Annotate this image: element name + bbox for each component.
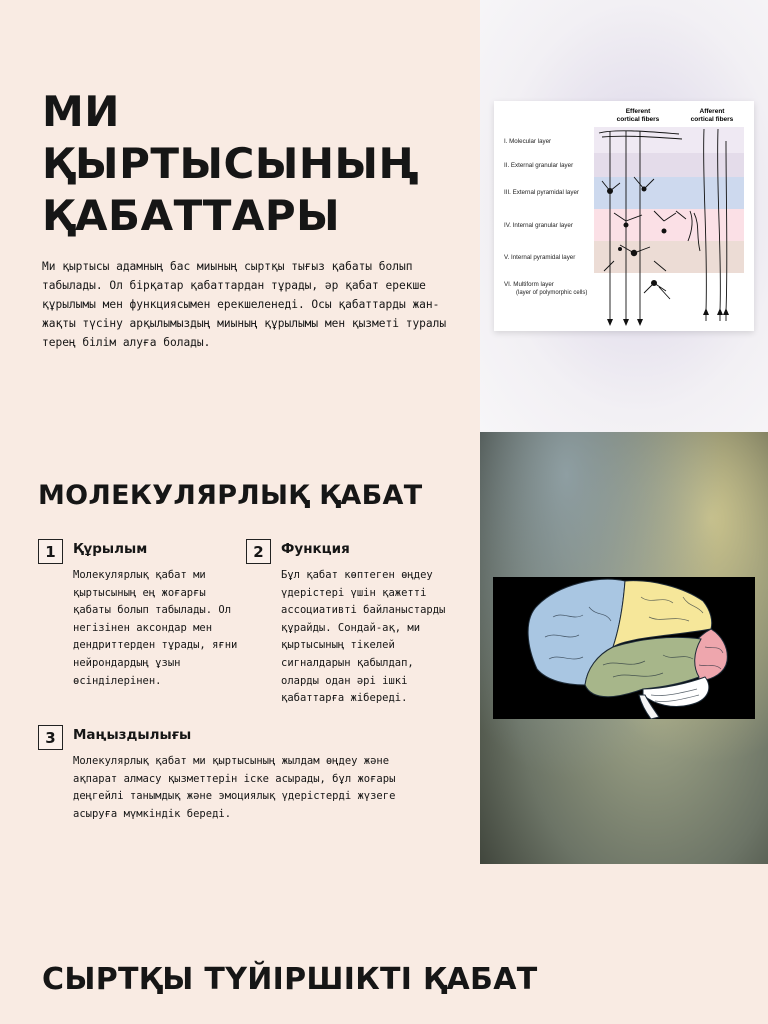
info-item-importance (38, 725, 458, 835)
cortex-layers-figure (494, 101, 754, 331)
parietal-lobe (613, 581, 712, 647)
item-text: Молекулярлық қабат ми қыртысының ең жоғарғы қабаты болып табылады. Ол негізінен аксондар мен дендриттерден тұрады, яғни нейрондардың ұзын өсінділерінен. (73, 569, 238, 687)
layer-label-5: V. Internal pyramidal layer (504, 254, 576, 261)
layer-label-3: III. External pyramidal layer (504, 189, 579, 196)
afferent-header-1: Afferent (699, 108, 725, 115)
info-item-structure (38, 539, 248, 699)
item-text: Молекулярлық қабат ми қыртысының жылдам өңдеу және ақпарат алмасу қызметтерін іске асырады, бұл жоғары деңгейлі танымдық және эмоциялық үдерістерді жүзеге асыруға мүмкіндік береді. (73, 755, 396, 820)
info-item-function (246, 539, 466, 719)
item-number-badge: 3 (38, 725, 63, 750)
intro-paragraph: Ми қыртысы адамның бас миының сыртқы тығыз қабаты болып табылады. Ол бірқатар қабаттардан тұрады, әр қабат ерекше құрылымы мен функциясымен ерекшеленеді. Осы қабаттарды жан-жақты түсіну арқылымыздың миының құрылымы мен қызметі туралы терең білім алуға болады. (42, 260, 447, 349)
item-text: Бұл қабат көптеген өңдеу үдерістері үшін қажетті ассоциативті байланыстарды құрайды. Сондай-ақ, ми қыртысының тікелей сигналдарын қабылдап, оларды одан әрі ішкі қабаттарға жібереді. (281, 569, 446, 705)
layer-band-5 (594, 241, 744, 273)
efferent-header-2: cortical fibers (616, 116, 660, 123)
item-number-badge: 2 (246, 539, 271, 564)
page-title: МИ ҚЫРТЫСЫНЫҢ ҚАБАТТАРЫ (42, 87, 420, 240)
brain-lobes-figure (493, 577, 755, 719)
brain-illustration (493, 577, 755, 719)
layer-label-1: I. Molecular layer (504, 138, 552, 145)
item-heading: Функция (281, 541, 350, 557)
layer-band-4 (594, 209, 744, 241)
layer-band-3 (594, 177, 744, 209)
section2-title: СЫРТҚЫ ТҮЙІРШІКТІ ҚАБАТ (42, 962, 538, 997)
item-heading: Маңыздылығы (73, 727, 192, 743)
layer-band-2 (594, 153, 744, 177)
afferent-header-2: cortical fibers (690, 116, 734, 123)
layer-label-2: II. External granular layer (504, 162, 574, 169)
layer6-sublabel: (layer of polymorphic cells) (516, 290, 588, 296)
item-number-badge: 1 (38, 539, 63, 564)
cortex-layers-diagram (494, 101, 754, 331)
section1-title: МОЛЕКУЛЯРЛЫҚ ҚАБАТ (38, 480, 423, 511)
layer-label-4: IV. Internal granular layer (504, 222, 573, 229)
layer-label-6: VI. Multiform layer (504, 281, 554, 288)
efferent-header-1: Efferent (625, 108, 651, 115)
item-heading: Құрылым (73, 541, 148, 557)
